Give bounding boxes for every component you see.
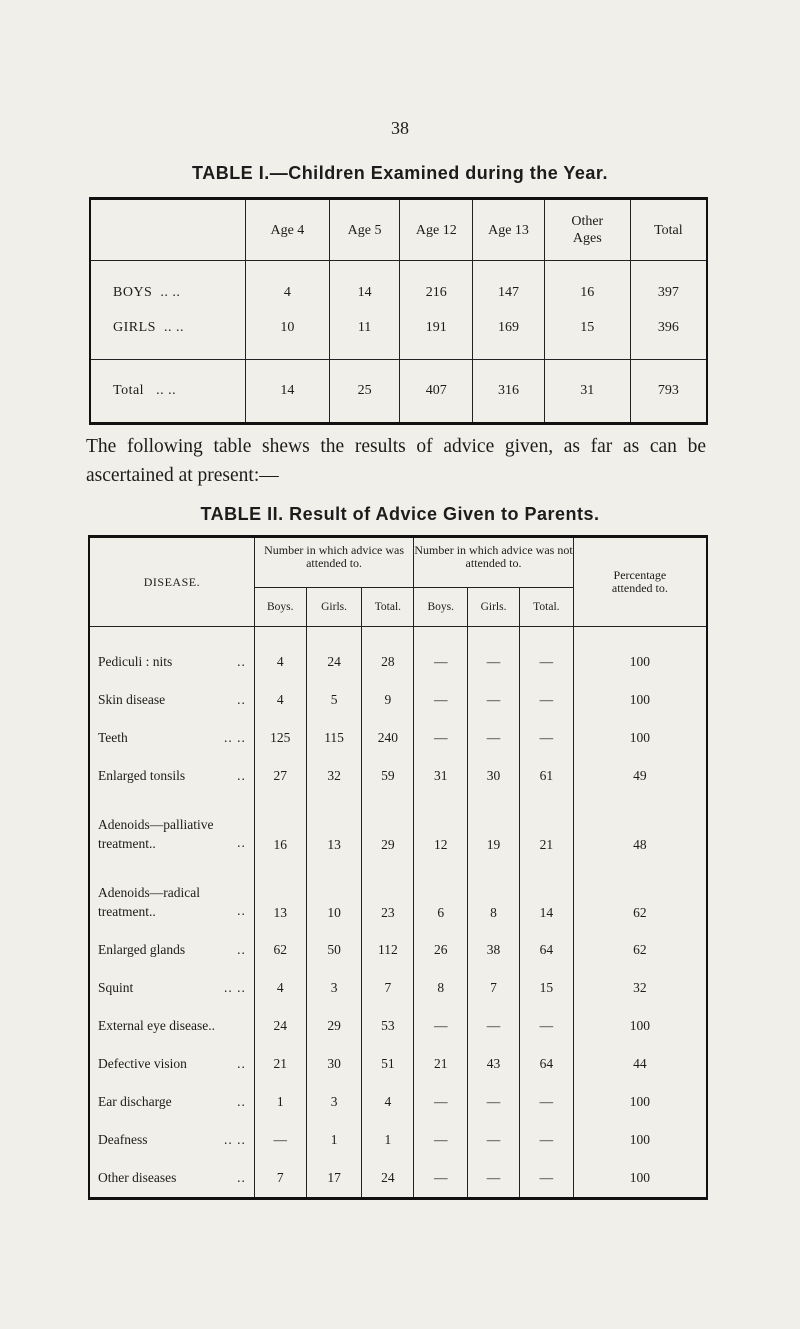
table1-title: TABLE I.—Children Examined during the Year.: [192, 163, 608, 183]
cell: 1: [306, 1121, 362, 1159]
cell: 53: [362, 1007, 414, 1045]
cell: 25: [329, 360, 400, 424]
table2-header-percentage: Percentage attended to.: [573, 537, 707, 627]
cell: —: [414, 1083, 468, 1121]
cell: 7: [254, 1159, 306, 1199]
table-row: [89, 757, 707, 795]
table2-header-disease: DISEASE.: [89, 537, 254, 627]
cell: 4: [362, 1083, 414, 1121]
cell: 21: [414, 1045, 468, 1083]
table2-subheader-girls: Girls.: [306, 588, 362, 627]
cell: 115: [306, 719, 362, 757]
cell: 62: [254, 931, 306, 969]
cell: —: [519, 1083, 573, 1121]
table-row: [89, 863, 707, 931]
cell: 9: [362, 681, 414, 719]
disease-label: External eye disease..: [98, 1018, 215, 1033]
cell: 100: [573, 1007, 707, 1045]
cell: 15: [544, 310, 630, 360]
cell: 100: [573, 681, 707, 719]
cell: 100: [573, 1121, 707, 1159]
cell: 24: [362, 1159, 414, 1199]
cell: 216: [400, 261, 473, 311]
cell: —: [414, 1159, 468, 1199]
table-row: [90, 310, 707, 360]
cell: 19: [468, 795, 520, 863]
cell: 32: [306, 757, 362, 795]
cell: 31: [544, 360, 630, 424]
cell: 49: [573, 757, 707, 795]
cell: 112: [362, 931, 414, 969]
cell: 62: [573, 931, 707, 969]
table-row: [89, 795, 707, 863]
cell: —: [414, 681, 468, 719]
table1-header-row: [90, 199, 707, 261]
disease-label: Skin disease ..: [98, 692, 246, 707]
cell: 29: [362, 795, 414, 863]
cell: 16: [544, 261, 630, 311]
table1-header-total: Total: [630, 199, 707, 261]
disease-label: Teeth .. ..: [98, 730, 246, 745]
table1-header-blank: [90, 199, 246, 261]
disease-label: Pediculi : nits ..: [98, 654, 246, 669]
cell: 24: [306, 627, 362, 682]
table2-subheader-boys: Boys.: [414, 588, 468, 627]
cell: 4: [254, 681, 306, 719]
cell: 5: [306, 681, 362, 719]
page-number: 38: [391, 118, 409, 138]
cell: 3: [306, 1083, 362, 1121]
disease-label: Other diseases ..: [98, 1170, 246, 1185]
cell: 100: [573, 627, 707, 682]
cell: 32: [573, 969, 707, 1007]
cell: —: [519, 627, 573, 682]
cell: 100: [573, 1083, 707, 1121]
cell: 51: [362, 1045, 414, 1083]
disease-label: Defective vision ..: [98, 1056, 246, 1071]
cell: —: [468, 681, 520, 719]
cell: 3: [306, 969, 362, 1007]
cell: 28: [362, 627, 414, 682]
cell: 16: [254, 795, 306, 863]
cell: —: [414, 1007, 468, 1045]
cell: 397: [630, 261, 707, 311]
table1-total-row: [90, 360, 707, 424]
cell: 100: [573, 1159, 707, 1199]
table-row: [89, 1083, 707, 1121]
table1-header-age13: Age 13: [473, 199, 545, 261]
table2-subheader-girls: Girls.: [468, 588, 520, 627]
cell: 8: [414, 969, 468, 1007]
cell: 191: [400, 310, 473, 360]
cell: 64: [519, 1045, 573, 1083]
cell: 4: [246, 261, 330, 311]
table-row: [90, 261, 707, 311]
cell: 61: [519, 757, 573, 795]
intro-paragraph: The following table shews the results of advice given, as far as can be ascertained at present:—: [86, 436, 706, 486]
cell: 125: [254, 719, 306, 757]
table2-subheader-total: Total.: [519, 588, 573, 627]
table-row: [89, 1121, 707, 1159]
cell: 396: [630, 310, 707, 360]
cell: 10: [246, 310, 330, 360]
table2-header-not-attended: Number in which advice was not attended to.: [414, 537, 573, 588]
cell: 10: [306, 863, 362, 931]
cell: 7: [468, 969, 520, 1007]
cell: —: [519, 1159, 573, 1199]
cell: 43: [468, 1045, 520, 1083]
cell: —: [468, 627, 520, 682]
cell: —: [468, 1007, 520, 1045]
cell: 31: [414, 757, 468, 795]
table-row: [89, 681, 707, 719]
cell: 50: [306, 931, 362, 969]
cell: —: [468, 719, 520, 757]
table1-header-other-ages: Other Ages: [544, 199, 630, 261]
cell: 62: [573, 863, 707, 931]
table-row: [89, 1007, 707, 1045]
cell: 14: [519, 863, 573, 931]
table2-subheader-boys: Boys.: [254, 588, 306, 627]
cell: 15: [519, 969, 573, 1007]
cell: 793: [630, 360, 707, 424]
cell: 316: [473, 360, 545, 424]
table2: [88, 535, 708, 1200]
row-label: BOYS .. ..: [113, 284, 181, 300]
cell: 23: [362, 863, 414, 931]
table1-header-age4: Age 4: [246, 199, 330, 261]
table1: [89, 197, 708, 425]
cell: 1: [362, 1121, 414, 1159]
cell: 64: [519, 931, 573, 969]
cell: 17: [306, 1159, 362, 1199]
cell: —: [519, 719, 573, 757]
cell: 14: [329, 261, 400, 311]
cell: 38: [468, 931, 520, 969]
cell: —: [519, 1007, 573, 1045]
disease-label: Enlarged tonsils ..: [98, 768, 246, 783]
cell: 1: [254, 1083, 306, 1121]
cell: —: [254, 1121, 306, 1159]
cell: 27: [254, 757, 306, 795]
table2-title: TABLE II. Result of Advice Given to Parents.: [200, 504, 600, 524]
cell: 240: [362, 719, 414, 757]
table-row: [89, 719, 707, 757]
disease-label: Adenoids—palliative treatment.. ..: [98, 817, 246, 851]
table-row: [89, 931, 707, 969]
cell: 29: [306, 1007, 362, 1045]
cell: 6: [414, 863, 468, 931]
cell: 13: [306, 795, 362, 863]
cell: 12: [414, 795, 468, 863]
cell: 11: [329, 310, 400, 360]
disease-label: Enlarged glands ..: [98, 942, 246, 957]
disease-label: Squint .. ..: [98, 980, 246, 995]
cell: 7: [362, 969, 414, 1007]
cell: 14: [246, 360, 330, 424]
cell: —: [519, 681, 573, 719]
table-row: [89, 1159, 707, 1199]
table-row: [89, 627, 707, 682]
table-row: [89, 969, 707, 1007]
cell: 100: [573, 719, 707, 757]
disease-label: Adenoids—radical treatment.. ..: [98, 885, 246, 919]
cell: —: [414, 1121, 468, 1159]
table2-subheader-total: Total.: [362, 588, 414, 627]
cell: 24: [254, 1007, 306, 1045]
cell: —: [414, 627, 468, 682]
cell: 21: [254, 1045, 306, 1083]
cell: —: [468, 1159, 520, 1199]
cell: —: [519, 1121, 573, 1159]
cell: 48: [573, 795, 707, 863]
cell: 169: [473, 310, 545, 360]
row-label: GIRLS .. ..: [113, 319, 184, 335]
cell: 21: [519, 795, 573, 863]
cell: 30: [306, 1045, 362, 1083]
cell: 407: [400, 360, 473, 424]
table-row: [89, 1045, 707, 1083]
table1-header-age5: Age 5: [329, 199, 400, 261]
cell: 8: [468, 863, 520, 931]
cell: —: [414, 719, 468, 757]
cell: 147: [473, 261, 545, 311]
table1-header-age12: Age 12: [400, 199, 473, 261]
disease-label: Ear discharge ..: [98, 1094, 246, 1109]
cell: 4: [254, 969, 306, 1007]
table2-header-attended: Number in which advice was attended to.: [254, 537, 413, 588]
cell: 44: [573, 1045, 707, 1083]
disease-label: Deafness .. ..: [98, 1132, 246, 1147]
cell: 30: [468, 757, 520, 795]
cell: 26: [414, 931, 468, 969]
cell: 59: [362, 757, 414, 795]
row-label: Total .. ..: [90, 360, 246, 424]
cell: —: [468, 1121, 520, 1159]
cell: 13: [254, 863, 306, 931]
cell: —: [468, 1083, 520, 1121]
cell: 4: [254, 627, 306, 682]
